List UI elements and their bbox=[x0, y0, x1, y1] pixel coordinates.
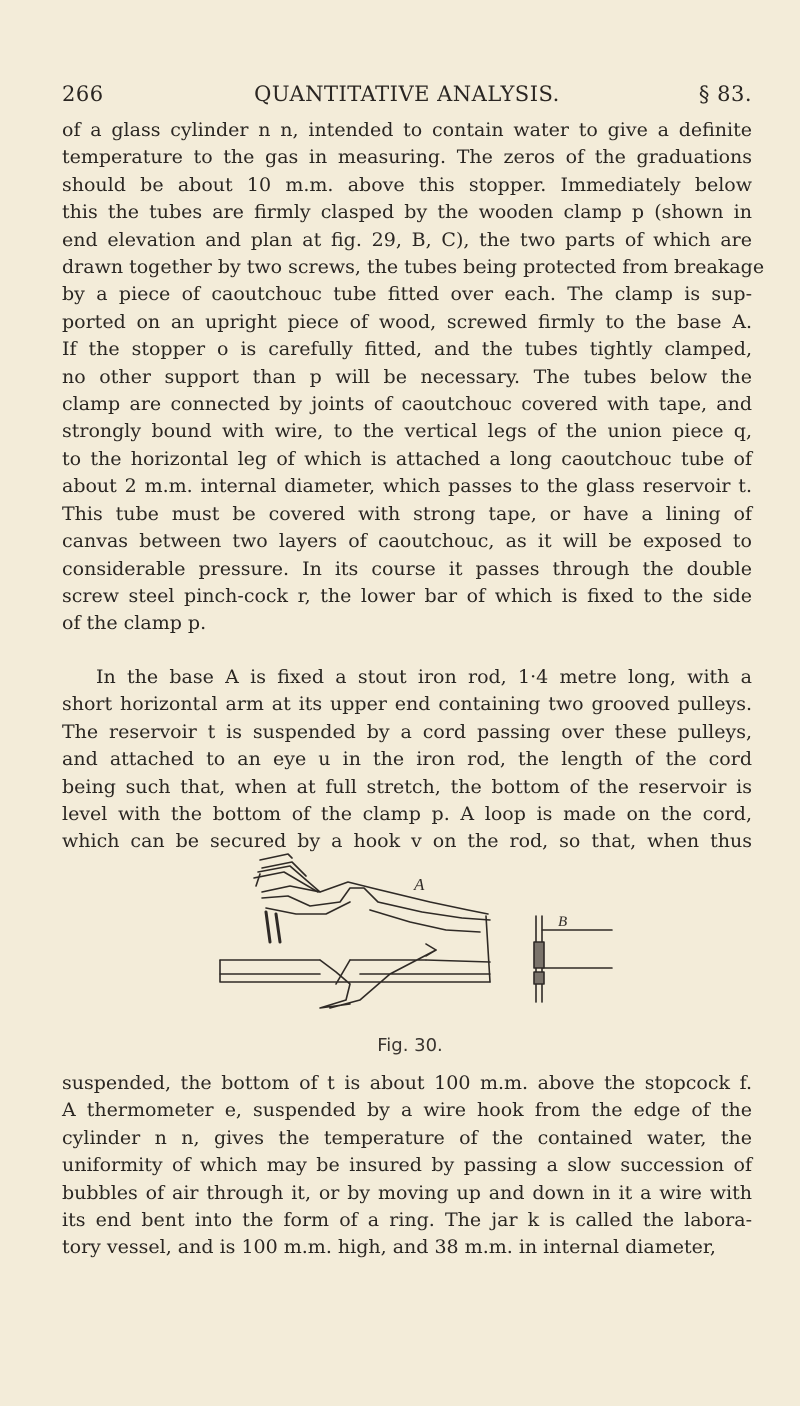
text-line: canvas between two layers of caoutchouc, as it will be exposed to bbox=[62, 530, 752, 553]
paragraph-2 bbox=[62, 664, 752, 856]
text-line: which can be secured by a hook v on the rod, so that, when thus bbox=[62, 830, 752, 853]
text-line: and attached to an eye u in the iron rod, the length of the cord bbox=[62, 748, 752, 771]
figure-label-b: B bbox=[558, 914, 568, 930]
running-title: QUANTITATIVE ANALYSIS. bbox=[254, 82, 560, 106]
text-line: of a glass cylinder n n, intended to contain water to give a definite bbox=[62, 119, 752, 141]
figure-label-a: A bbox=[414, 875, 425, 894]
text-line: strongly bound with wire, to the vertical legs of the union piece q, bbox=[62, 420, 752, 443]
text-line: screw steel pinch-cock r, the lower bar of which is fixed to the side bbox=[62, 584, 752, 607]
text-line: level with the bottom of the clamp p. A loop is made on the cord, bbox=[62, 803, 752, 826]
text-line: should be about 10 m.m. above this stopper. Immediately below bbox=[62, 173, 752, 196]
text-line: suspended, the bottom of t is about 100 m.m. above the stopcock f. bbox=[62, 1072, 752, 1094]
text-line: In the base A is fixed a stout iron rod, 1·4 metre long, with a bbox=[96, 666, 752, 688]
text-line: This tube must be covered with strong tape, or have a lining of bbox=[62, 502, 752, 525]
clamp-drawing bbox=[200, 852, 620, 1030]
text-line: by a piece of caoutchouc tube fitted over each. The clamp is sup- bbox=[62, 283, 752, 306]
running-header bbox=[62, 82, 752, 112]
text-line: about 2 m.m. internal diameter, which passes to the glass reservoir t. bbox=[62, 475, 752, 498]
paragraph-3 bbox=[62, 1070, 752, 1262]
section-number: § 83. bbox=[698, 82, 752, 106]
text-line: short horizontal arm at its upper end containing two grooved pulleys. bbox=[62, 693, 752, 716]
text-line: cylinder n n, gives the temperature of the contained water, the bbox=[62, 1126, 752, 1149]
text-line: temperature to the gas in measuring. The zeros of the graduations bbox=[62, 146, 752, 169]
text-line: being such that, when at full stretch, the bottom of the reservoir is bbox=[62, 775, 752, 798]
text-line: bubbles of air through it, or by moving up and down in it a wire with bbox=[62, 1181, 752, 1204]
paragraph-1 bbox=[62, 117, 765, 638]
text-line: to the horizontal leg of which is attached a long caoutchouc tube of bbox=[62, 447, 752, 470]
figure-caption: Fig. 30. bbox=[377, 1035, 443, 1056]
text-line: ported on an upright piece of wood, screwed firmly to the base A. bbox=[62, 310, 752, 333]
text-line: no other support than p will be necessary. The tubes below the bbox=[62, 365, 752, 388]
text-line: The reservoir t is suspended by a cord passing over these pulleys, bbox=[62, 720, 752, 743]
text-line: drawn together by two screws, the tubes being protected from breakage bbox=[62, 256, 765, 279]
page-number: 266 bbox=[62, 82, 104, 106]
text-line: tory vessel, and is 100 m.m. high, and 38 m.m. in internal diameter, bbox=[62, 1236, 716, 1259]
text-line: A thermometer e, suspended by a wire hook from the edge of the bbox=[62, 1099, 752, 1122]
text-line: clamp are connected by joints of caoutchouc covered with tape, and bbox=[62, 393, 752, 416]
text-line: considerable pressure. In its course it passes through the double bbox=[62, 557, 752, 580]
text-line: its end bent into the form of a ring. The jar k is called the labora- bbox=[62, 1209, 752, 1232]
text-line: uniformity of which may be insured by passing a slow succession of bbox=[62, 1154, 752, 1177]
text-line: this the tubes are firmly clasped by the wooden clamp p (shown in bbox=[62, 201, 752, 224]
text-line: end elevation and plan at fig. 29, B, C), the two parts of which are bbox=[62, 228, 752, 251]
text-line: of the clamp p. bbox=[62, 612, 207, 635]
text-line: If the stopper o is carefully fitted, and the tubes tightly clamped, bbox=[62, 338, 752, 361]
figure-30 bbox=[200, 852, 620, 1056]
